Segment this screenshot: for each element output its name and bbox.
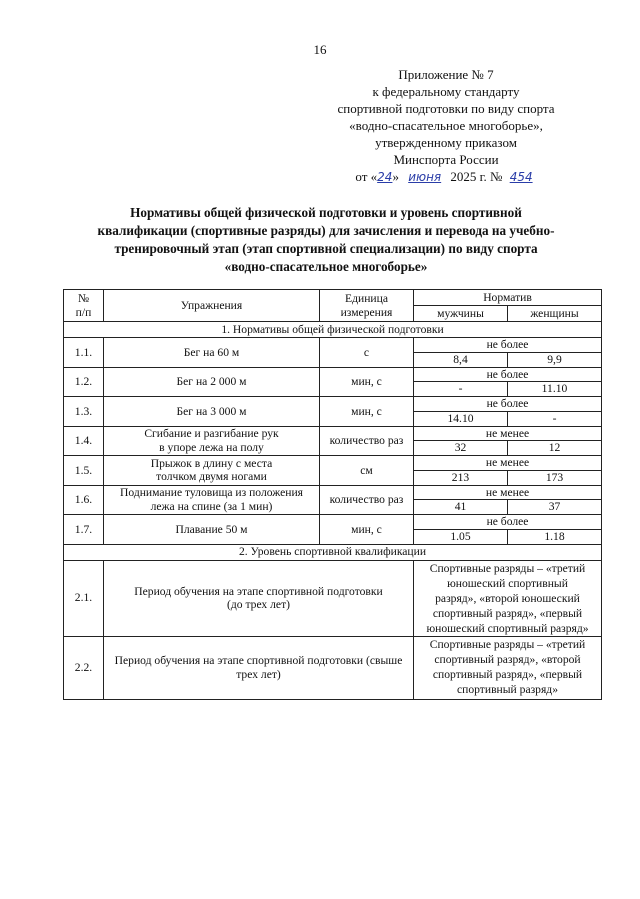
row-women-value: 173 (508, 470, 602, 485)
title-line: «водно-спасательное многоборье» (224, 259, 428, 274)
table-row (64, 485, 602, 500)
table-row (64, 456, 602, 471)
row-period (104, 636, 414, 699)
exercise-line: толчком двумя ногами (156, 470, 267, 484)
header-number-line1: № (77, 292, 90, 305)
row-unit: мин, с (320, 397, 414, 427)
row-women-value: - (508, 411, 602, 426)
qualification-line: спортивный разряд», «первый (432, 667, 583, 681)
row-condition: не менее (414, 485, 602, 500)
header-exercise: Упражнения (104, 290, 320, 322)
row-unit: см (320, 456, 414, 486)
period-line: (до трех лет) (226, 598, 290, 611)
qualification-row (64, 636, 602, 699)
row-number: 1.1. (64, 338, 104, 368)
row-men-value: 14.10 (414, 411, 508, 426)
qualification-line: разряд», «второй юношеский (435, 591, 580, 605)
exercise-line: Прыжок в длину с места (150, 456, 273, 470)
header-men: мужчины (414, 306, 508, 322)
exercise-line: Бег на 60 м (183, 345, 240, 359)
row-exercise (104, 397, 320, 427)
row-women-value: 12 (508, 441, 602, 456)
exercise-line: лежа на спине (за 1 мин) (150, 499, 273, 513)
section-title: 1. Нормативы общей физической подготовки (64, 322, 602, 338)
header-norm: Норматив (414, 290, 602, 306)
document-title (60, 204, 592, 276)
row-men-value: 8,4 (414, 352, 508, 367)
row-exercise (104, 367, 320, 397)
order-date-line (306, 168, 586, 186)
row-condition: не менее (414, 426, 602, 441)
row-women-value: 11.10 (508, 382, 602, 397)
row-exercise (104, 456, 320, 486)
appendix-line: утвержденному приказом (375, 135, 517, 150)
qualification-line: спортивный разряд» (457, 682, 558, 696)
table-header-row (64, 290, 602, 306)
row-unit: количество раз (320, 485, 414, 515)
row-unit: мин, с (320, 515, 414, 545)
title-line: тренировочный этап (этап спортивной специализации) по виду спорта (114, 241, 538, 256)
exercise-line: Бег на 3 000 м (176, 404, 247, 418)
qualification-line: спортивный разряд», «второй (434, 652, 581, 666)
exercise-line: Сгибание и разгибание рук (144, 427, 279, 441)
qualification-line: юношеский спортивный разряд» (426, 621, 589, 635)
date-day: 24 (377, 170, 393, 184)
table-row (64, 338, 602, 353)
appendix-line: спортивной подготовки по виду спорта (337, 101, 555, 116)
row-exercise (104, 515, 320, 545)
row-number: 1.3. (64, 397, 104, 427)
section-row (64, 544, 602, 560)
appendix-line: к федеральному стандарту (372, 84, 520, 99)
row-exercise (104, 426, 320, 456)
row-qualification (414, 636, 602, 699)
row-number: 1.6. (64, 485, 104, 515)
row-men-value: - (414, 382, 508, 397)
date-month: июня (408, 170, 442, 184)
qualification-row (64, 560, 602, 636)
row-condition: не менее (414, 456, 602, 471)
date-year: 2025 г. № (447, 169, 506, 184)
row-condition: не более (414, 397, 602, 412)
qualification-line: спортивный разряд», «первый (432, 606, 583, 620)
header-unit-line1: Единица (345, 292, 388, 305)
table-row (64, 515, 602, 530)
period-line: Период обучения на этапе спортивной подготовки (134, 584, 383, 598)
appendix-line: «водно-спасательное многоборье», (349, 118, 543, 133)
row-number: 1.4. (64, 426, 104, 456)
qualification-line: Спортивные разряды – «третий (429, 561, 586, 575)
row-period (104, 560, 414, 636)
header-unit (320, 290, 414, 322)
exercise-line: в упоре лежа на полу (159, 440, 264, 454)
row-exercise (104, 338, 320, 368)
row-unit: количество раз (320, 426, 414, 456)
header-women: женщины (508, 306, 602, 322)
row-unit: мин, с (320, 367, 414, 397)
exercise-line: Поднимание туловища из положения (119, 486, 303, 500)
title-line: квалификации (спортивные разряды) для зачисления и перевода на учебно- (97, 223, 555, 238)
qualification-line: юношеский спортивный (447, 576, 568, 590)
row-condition: не более (414, 338, 602, 353)
row-number: 1.2. (64, 367, 104, 397)
row-unit: с (320, 338, 414, 368)
table-row (64, 397, 602, 412)
row-number: 1.5. (64, 456, 104, 486)
table-row (64, 367, 602, 382)
title-line: Нормативы общей физической подготовки и уровень спортивной (130, 205, 522, 220)
appendix-block (306, 66, 586, 186)
qualification-line: Спортивные разряды – «третий (429, 637, 586, 651)
appendix-line: Минспорта России (393, 152, 499, 167)
period-line: трех лет) (236, 667, 281, 681)
section-row (64, 322, 602, 338)
order-number: 454 (509, 170, 533, 184)
section-title: 2. Уровень спортивной квалификации (64, 544, 602, 560)
header-number-line2: п/п (75, 305, 92, 319)
header-number (64, 290, 104, 322)
row-women-value: 37 (508, 500, 602, 515)
row-condition: не более (414, 367, 602, 382)
row-number: 2.1. (64, 560, 104, 636)
exercise-line: Бег на 2 000 м (176, 375, 247, 388)
page-number: 16 (313, 42, 327, 57)
row-men-value: 32 (414, 441, 508, 456)
row-qualification (414, 560, 602, 636)
row-condition: не более (414, 515, 602, 530)
row-women-value: 9,9 (508, 352, 602, 367)
header-unit-line2: измерения (340, 305, 393, 319)
period-line: Период обучения на этапе спортивной подготовки (свыше (114, 654, 403, 667)
row-number: 2.2. (64, 636, 104, 699)
row-men-value: 41 (414, 500, 508, 515)
row-men-value: 213 (414, 470, 508, 485)
appendix-line: Приложение № 7 (398, 67, 494, 82)
row-number: 1.7. (64, 515, 104, 545)
row-women-value: 1.18 (508, 529, 602, 544)
norms-table (63, 289, 602, 700)
row-men-value: 1.05 (414, 529, 508, 544)
row-exercise (104, 485, 320, 515)
exercise-line: Плавание 50 м (175, 522, 248, 536)
table-row (64, 426, 602, 441)
date-prefix: от « (355, 169, 378, 184)
date-mid: » (392, 169, 403, 184)
